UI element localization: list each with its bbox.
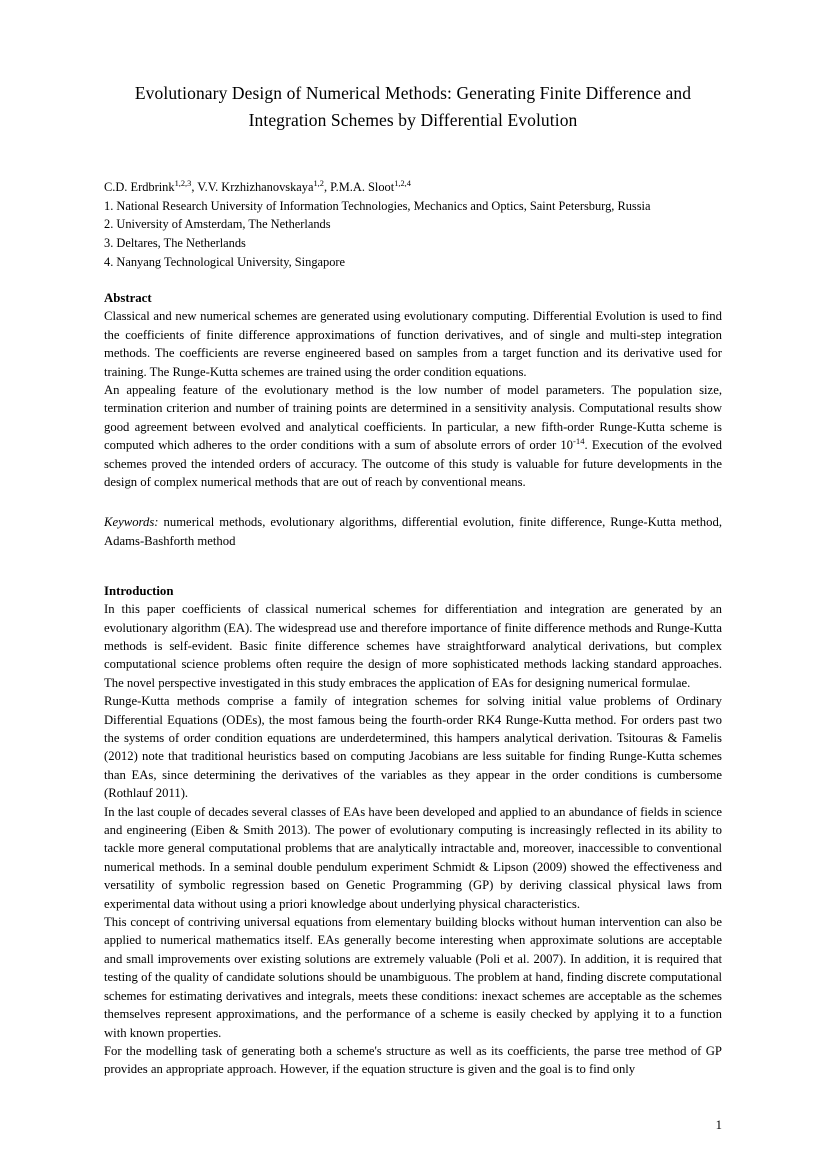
abstract-paragraph-2-text: An appealing feature of the evolutionary method is the low number of model parameters. The population size, termination criterion and number of training points are determined in a sensitivity analysis. Computational results show good agreement between evolved and analytical coefficients. In particular, a new fifth-order Runge-Kutta scheme is computed which adheres to the order conditions with a sum of absolute errors of order 10: [104, 382, 722, 453]
affiliation-3: 3. Deltares, The Netherlands: [104, 236, 246, 251]
abstract-heading: Abstract: [104, 291, 152, 306]
introduction-paragraph-2: Runge-Kutta methods comprise a family of integration schemes for solving initial value problems of Ordinary Differential Equations (ODEs), the most famous being the fourth-order RK4 Runge-Kutta method. For orders past two the systems of order condition equations are underdetermined, this hampers analytical derivation. Tsitouras & Famelis (2012) note that traditional heuristics based on computing Jacobians are less suitable for finding Runge-Kutta schemes than EAs, since determining the derivatives of the variables as they appear in the order conditions is cumbersome (Rothlauf 2011).: [104, 694, 722, 801]
authors-block: [104, 178, 722, 271]
author-names-part-2: , V.V. Krzhizhanovskaya: [191, 180, 314, 195]
page-number: 1: [715, 1118, 722, 1132]
affiliation-4: 4. Nanyang Technological University, Singapore: [104, 254, 346, 269]
author-affil-marker-3: 1,2,4: [394, 179, 411, 189]
title-line-1: Evolutionary Design of Numerical Methods: Generating Finite Difference and: [134, 83, 692, 103]
abstract-exponent: -14: [573, 435, 585, 446]
author-names-part-1: C.D. Erdbrink: [104, 180, 175, 195]
keywords-text: numerical methods, evolutionary algorithms, differential evolution, finite difference, Runge-Kutta method, Adams-Bashforth method: [104, 515, 722, 548]
author-affil-marker-1: 1,2,3: [174, 179, 192, 189]
author-names: [104, 178, 722, 197]
author-names-part-3: , P.M.A. Sloot: [323, 180, 395, 195]
page-title: [104, 80, 722, 134]
keywords-line: [104, 513, 722, 550]
affiliation-1: 1. National Research University of Information Technologies, Mechanics and Optics, Saint Petersburg, Russia: [104, 198, 651, 213]
introduction-heading: Introduction: [104, 584, 174, 599]
title-line-2: Integration Schemes by Differential Evolution: [248, 110, 578, 131]
abstract-paragraph-2-tail: . Execution of the evolved schemes proved the intended orders of accuracy. The outcome of this study is valuable for future developments in the design of complex numerical methods that are out of reach by conventional means.: [104, 438, 722, 489]
introduction-paragraph-5: For the modelling task of generating both a scheme's structure as well as its coefficients, the parse tree method of GP provides an appropriate approach. However, if the equation structure is given and the goal is to find only: [104, 1043, 722, 1077]
affiliation-2: 2. University of Amsterdam, The Netherlands: [104, 217, 331, 232]
abstract-paragraph-1: Classical and new numerical schemes are generated using evolutionary computing. Differential Evolution is used to find the coefficients of finite difference approximations of function derivatives, and of single and multi-step integration methods. The coefficients are reverse engineered based on samples from a target function and its derivative used for training. The Runge-Kutta schemes are trained using the order condition equations.: [104, 309, 722, 379]
abstract-paragraph-2: [104, 381, 722, 491]
author-affil-marker-2: 1,2: [313, 179, 324, 189]
introduction-paragraph-4: This concept of contriving universal equations from elementary building blocks without human intervention can also be applied to numerical mathematics itself. EAs generally become interesting when approximate solutions are acceptable and small improvements over existing solutions are extremely valuable (Poli et al. 2007). In addition, it is required that testing of the quality of candidate solutions should be unambiguous. The problem at hand, finding discrete computational schemes for estimating derivatives and integrals, meets these conditions: inexact schemes are acceptable as the schemes themselves represent approximations, and the performance of a scheme is easily checked by applying it to a function with known properties.: [104, 915, 722, 1040]
keywords-label: Keywords:: [104, 515, 159, 530]
introduction-paragraph-1: In this paper coefficients of classical numerical schemes for differentiation and integration are generated by an evolutionary algorithm (EA). The widespread use and therefore importance of finite difference methods and Runge-Kutta methods is self-evident. Basic finite difference schemes have straightforward analytical derivations, but complex computational science problems often require the design of more sophisticated methods lacking standard approaches. The novel perspective investigated in this study embraces the application of EAs for designing numerical formulae.: [104, 602, 722, 690]
introduction-paragraph-3: In the last couple of decades several classes of EAs have been developed and applied to an abundance of fields in science and engineering (Eiben & Smith 2013). The power of evolutionary computing is increasingly reflected in its ability to tackle more general computational problems that are analytically intractable and, moreover, inaccessible to conventional numerical methods. In a seminal double pendulum experiment Schmidt & Lipson (2009) showed the effectiveness and versatility of symbolic regression based on Genetic Programming (GP) by deriving classical physical laws from experimental data without using a priori knowledge about underlying physical characteristics.: [104, 804, 722, 911]
